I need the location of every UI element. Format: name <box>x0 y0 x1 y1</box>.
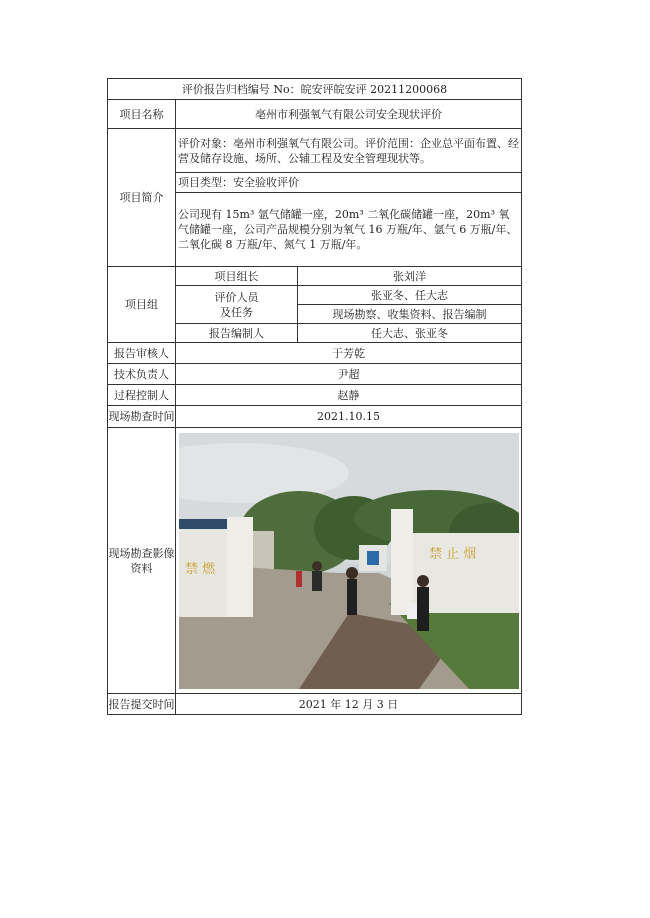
project-team-label: 项目组 <box>108 267 176 343</box>
team-members-label-line-1: 评价人员 <box>214 290 259 304</box>
process-controller-row <box>108 385 522 406</box>
team-tasks-value: 现场勘察、收集资料、报告编制 <box>298 305 522 324</box>
survey-photo-label-line-1: 现场勘查影像 <box>108 546 175 560</box>
team-leader-value: 张刘洋 <box>298 267 522 286</box>
person-figure <box>417 587 429 631</box>
right-gate-pillar <box>391 509 413 615</box>
team-leader-label: 项目组长 <box>176 267 298 286</box>
project-intro-label: 项目简介 <box>108 129 176 267</box>
technical-lead-value: 尹超 <box>176 364 522 385</box>
person-figure <box>347 579 357 615</box>
project-intro-scope-row <box>108 129 522 173</box>
team-leader-row <box>108 267 522 286</box>
survey-photo-label <box>108 428 176 694</box>
left-wall-sign: 禁 燃 <box>184 561 215 577</box>
report-compiler-value: 任大志、张亚冬 <box>298 324 522 343</box>
survey-date-row <box>108 406 522 428</box>
reviewer-label: 报告审核人 <box>108 343 176 364</box>
blue-door <box>367 551 379 565</box>
project-intro-scope: 评价对象：亳州市利强氧气有限公司。评价范围：企业总平面布置、经营及储存设施、场所、公辅工程及安全管理现状等。 <box>176 129 522 173</box>
process-controller-label: 过程控制人 <box>108 385 176 406</box>
site-photo-illustration <box>179 433 519 689</box>
team-members-label-line-2: 及任务 <box>220 305 253 319</box>
team-members-value: 张亚冬、任大志 <box>298 286 522 305</box>
technical-lead-label: 技术负责人 <box>108 364 176 385</box>
technical-lead-row <box>108 364 522 385</box>
project-name-value: 亳州市利强氧气有限公司安全现状评价 <box>176 100 522 129</box>
person-head <box>312 561 322 571</box>
project-name-row <box>108 100 522 129</box>
survey-date-label: 现场勘查时间 <box>108 406 176 428</box>
right-wall-sign: 禁 止 烟 <box>428 546 476 562</box>
site-survey-photo <box>179 433 519 689</box>
project-description: 公司现有 15m³ 氩气储罐一座，20m³ 二氧化碳储罐一座，20m³ 氧气储罐一座，公司产品规模分别为氧气 16 万瓶/年、氩气 6 万瓶/年、二氧化碳 8 万瓶/年、氮气 1 万瓶/年。 <box>176 193 522 267</box>
process-controller-value: 赵静 <box>176 385 522 406</box>
left-gate-pillar <box>227 517 253 617</box>
survey-photo-cell <box>176 428 522 694</box>
team-members-label <box>176 286 298 324</box>
archive-row <box>108 79 522 100</box>
submit-date-label: 报告提交时间 <box>108 694 176 715</box>
person-figure <box>296 571 302 587</box>
survey-date-value: 2021.10.15 <box>176 406 522 428</box>
reviewer-row <box>108 343 522 364</box>
clipboard <box>407 603 417 619</box>
report-compiler-label: 报告编制人 <box>176 324 298 343</box>
reviewer-value: 于芳乾 <box>176 343 522 364</box>
survey-photo-row <box>108 428 522 694</box>
report-table <box>107 78 522 715</box>
submit-date-value: 2021 年 12 月 3 日 <box>176 694 522 715</box>
survey-photo-label-line-2: 资料 <box>130 561 153 575</box>
project-type: 项目类型：安全验收评价 <box>176 173 522 193</box>
person-figure <box>312 571 322 591</box>
person-head <box>346 567 358 579</box>
person-head <box>417 575 429 587</box>
evaluation-report-form <box>107 78 521 715</box>
archive-number: 评价报告归档编号 No：皖安评皖安评 20211200068 <box>108 79 522 100</box>
submit-date-row <box>108 694 522 715</box>
project-name-label: 项目名称 <box>108 100 176 129</box>
